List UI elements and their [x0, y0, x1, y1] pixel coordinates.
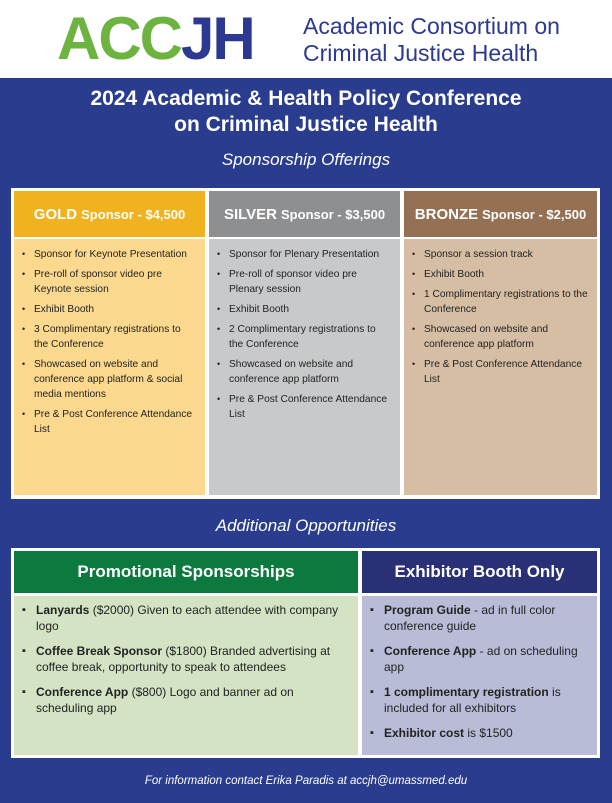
item-name: Coffee Break Sponsor [36, 644, 163, 658]
sponsorship-tiers [11, 188, 600, 499]
bronze-tier-price: Sponsor - $2,500 [482, 206, 587, 222]
additional-opportunities [11, 548, 600, 758]
logo-part-acc: ACC [57, 5, 181, 72]
list-item [384, 684, 589, 716]
item-detail: ($1800) Branded advertising at coffee break, opportunity to speak to attendees [36, 644, 331, 674]
organization-name [303, 13, 560, 67]
list-item: • Exhibit Booth [424, 267, 589, 282]
item-name: Conference App [36, 685, 129, 699]
item-name: Lanyards [36, 603, 90, 617]
list-item: • Showcased on website and conference app platform [424, 322, 589, 352]
silver-tier-benefits [209, 239, 400, 495]
list-item [384, 725, 589, 741]
gold-tier-benefits [14, 239, 205, 495]
promotional-sponsorships-list [14, 596, 358, 755]
list-item: • Exhibit Booth [34, 302, 197, 317]
item-name: Conference App [384, 644, 477, 658]
item-name: 1 complimentary registration [384, 685, 549, 699]
list-item: • 2 Complimentary registrations to the Conference [229, 322, 392, 352]
item-detail: - ad in full color conference guide [384, 603, 556, 633]
contact-footer: For information contact Erika Paradis at accjh@umassmed.edu [144, 775, 468, 787]
gold-tier-header [14, 191, 205, 237]
list-item [36, 684, 350, 716]
list-item: • Pre & Post Conference Attendance List [229, 392, 392, 422]
title-line2: on Criminal Justice Health [174, 113, 438, 136]
item-detail: is $1500 [464, 726, 513, 740]
list-item: • Pre-roll of sponsor video pre Plenary session [229, 267, 392, 297]
list-item [384, 602, 589, 634]
additional-opportunities-heading: Additional Opportunities [215, 516, 397, 535]
title-line1: 2024 Academic & Health Policy Conference [90, 87, 522, 110]
org-name-line2: Criminal Justice Health [303, 40, 539, 66]
item-name: Program Guide [384, 603, 471, 617]
gold-tier-level: GOLD [33, 205, 78, 223]
list-item: • Sponsor for Keynote Presentation [34, 247, 197, 262]
item-detail: - ad on scheduling app [384, 644, 578, 674]
list-item: • Showcased on website and conference app platform & social media mentions [34, 357, 197, 402]
bronze-tier-benefits [404, 239, 597, 495]
bronze-tier-header [404, 191, 597, 237]
list-item: • Pre & Post Conference Attendance List [34, 407, 197, 437]
item-detail: is included for all exhibitors [384, 685, 561, 715]
list-item: • 1 Complimentary registrations to the Conference [424, 287, 589, 317]
exhibitor-booth-list [362, 596, 597, 755]
gold-tier-price: Sponsor - $4,500 [81, 206, 186, 222]
sponsorship-offerings-heading: Sponsorship Offerings [221, 150, 391, 169]
accjh-logo [57, 4, 254, 74]
promotional-sponsorships-header: Promotional Sponsorships [14, 551, 358, 593]
list-item [384, 643, 589, 675]
bronze-tier-level: BRONZE [414, 205, 479, 223]
org-name-line1: Academic Consortium on [303, 13, 560, 39]
list-item: • Pre & Post Conference Attendance List [424, 357, 589, 387]
item-detail: ($2000) Given to each attendee with company logo [36, 603, 339, 633]
exhibitor-booth-header: Exhibitor Booth Only [362, 551, 597, 593]
list-item: • 3 Complimentary registrations to the Conference [34, 322, 197, 352]
conference-title [0, 86, 612, 138]
flyer-body [0, 78, 612, 803]
list-item [36, 643, 350, 675]
list-item: • Exhibit Booth [229, 302, 392, 317]
silver-tier-price: Sponsor - $3,500 [281, 206, 386, 222]
silver-tier-level: SILVER [223, 205, 278, 223]
item-detail: ($800) Logo and banner ad on scheduling app [36, 685, 294, 715]
list-item: • Showcased on website and conference app platform [229, 357, 392, 387]
list-item: • Sponsor a session track [424, 247, 589, 262]
logo-part-jh: JH [181, 5, 254, 72]
list-item [36, 602, 350, 634]
list-item: • Pre-roll of sponsor video pre Keynote session [34, 267, 197, 297]
item-name: Exhibitor cost [384, 726, 465, 740]
list-item: • Sponsor for Plenary Presentation [229, 247, 392, 262]
silver-tier-header [209, 191, 400, 237]
page-header [0, 0, 612, 78]
